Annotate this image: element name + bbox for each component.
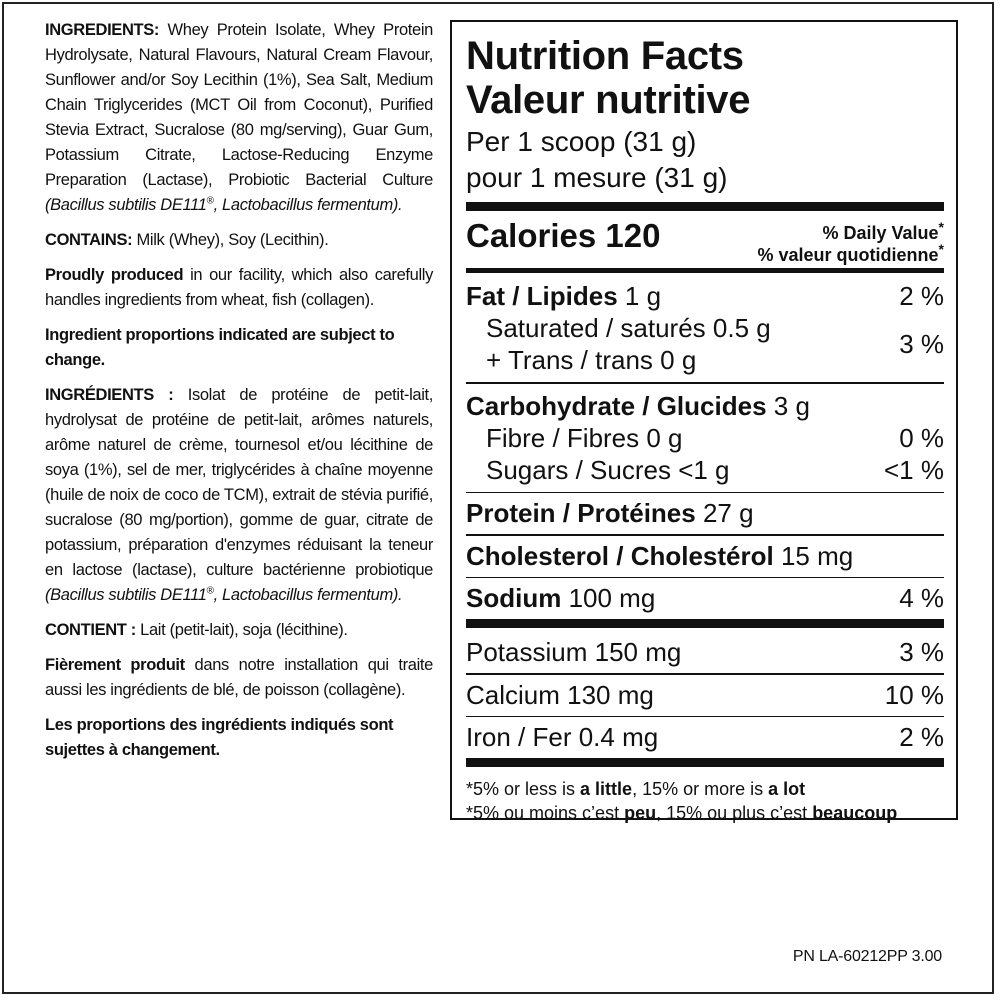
asterisk: *: [938, 219, 944, 235]
fat-percent: 2 %: [899, 281, 944, 311]
footnote-fr-bold: beaucoup: [812, 803, 898, 823]
potassium-percent: 3 %: [899, 637, 944, 667]
contains-fr-text: Lait (petit-lait), soja (lécithine).: [135, 621, 348, 639]
ingredients-fr-text: Isolat de protéine de petit-lait, hydrolysat de protéine de petit-lait, arômes naturels, arôme naturel de crème, tournesol et/ou lécithine de soya (1%), sel de mer, triglycérides à chaîne moyenne (huile de noix de coco de TCM), extrait de stévia purifié, sucralose (80 mg/portion), gomme de guar, citrate de potassium, préparation d'enzymes réduisant la teneur en lactose (lactase), culture bactérienne probiotique: [45, 386, 433, 579]
daily-value-header: [758, 216, 944, 266]
footnote-fr-bold: peu: [624, 803, 657, 823]
footnote-en: [466, 777, 944, 801]
nutrition-facts-table: [450, 20, 958, 823]
daily-value-en: % Daily Value: [822, 223, 939, 243]
fibre-row: [466, 422, 944, 454]
footnote-fr: [466, 801, 944, 825]
fat-row: [466, 280, 944, 312]
calories-row: [466, 211, 944, 268]
ingredients-fr-italic: (Bacillus subtilis DE111: [45, 586, 207, 604]
sodium-percent: 4 %: [899, 583, 944, 613]
carbohydrate-label: Carbohydrate / Glucides: [466, 390, 767, 421]
saturated-fat-label: Saturated / saturés 0.5 g: [486, 313, 771, 343]
divider-thick: [466, 619, 944, 628]
facility-en: [45, 263, 433, 313]
calcium-row: [466, 675, 944, 716]
subject-en-text: Ingredient proportions indicated are subject to change.: [45, 326, 395, 369]
calories-label: Calories 120: [466, 217, 661, 254]
cholesterol-row: [466, 536, 944, 577]
footnote-fr-text: *5% ou moins c’est: [466, 803, 625, 823]
carbohydrate-row: [466, 390, 944, 422]
serving-size-en: Per 1 scoop (31 g): [466, 126, 697, 157]
serving-size-fr: pour 1 mesure (31 g): [466, 162, 728, 193]
contains-en: [45, 228, 433, 253]
ingredients-fr-label: INGRÉDIENTS :: [45, 386, 174, 404]
cholesterol-amount: 15 mg: [773, 540, 854, 571]
nutrition-title-en: Nutrition Facts: [466, 34, 744, 78]
calcium-percent: 10 %: [884, 679, 944, 710]
fibre-label: Fibre / Fibres 0 g: [486, 422, 683, 453]
facility-en-bold: Proudly produced: [45, 266, 184, 284]
fibre-percent: 0 %: [899, 422, 944, 453]
ingredients-en-text: Whey Protein Isolate, Whey Protein Hydrolysate, Natural Flavours, Natural Cream Flavour, Sunflower and/or Soy Lecithin (1%), Sea Salt, Medium Chain Triglycerides (MCT Oil from Coconut), Purified Stevia Extract, Sucralose (80 mg/serving), Guar Gum, Potassium Citrate, Lactose-Reducing Enzyme Preparation (Lactase), Probiotic Bacterial Culture: [45, 21, 433, 189]
trans-fat-label: + Trans / trans 0 g: [486, 345, 697, 375]
ingredients-column: [45, 18, 433, 773]
footnote-fr-text: , 15% ou plus c’est: [656, 803, 813, 823]
protein-row: [466, 493, 944, 534]
sodium-label: Sodium: [466, 583, 562, 613]
saturated-trans-percent: 3 %: [899, 329, 944, 359]
ingredients-en-label: INGREDIENTS:: [45, 21, 160, 39]
part-number: PN LA-60212PP 3.00: [792, 948, 942, 965]
sugars-percent: <1 %: [884, 454, 944, 485]
protein-label: Protein / Protéines: [466, 498, 696, 528]
contains-en-text: Milk (Whey), Soy (Lecithin).: [132, 231, 329, 249]
fat-amount: 1 g: [617, 281, 662, 311]
sugars-row: [466, 454, 944, 486]
ingredients-en-italic-tail: , Lactobacillus fermentum).: [213, 196, 403, 214]
subject-fr: [45, 713, 433, 763]
subject-en: [45, 323, 433, 373]
sodium-amount: 100 mg: [561, 583, 656, 613]
contains-fr-label: CONTIENT :: [45, 621, 136, 639]
iron-row: [466, 717, 944, 758]
sodium-row: [466, 578, 944, 619]
facility-en-text: in our facility, which also carefully handles ingredients from wheat, fish (collagen).: [45, 266, 433, 309]
ingredients-fr: [45, 383, 433, 608]
ingredients-en-italic: (Bacillus subtilis DE111: [45, 196, 207, 214]
divider-thick: [466, 758, 944, 767]
iron-label: Iron / Fer 0.4 mg: [466, 722, 659, 752]
facility-fr-bold: Fièrement produit: [45, 656, 185, 674]
nutrition-title-fr: Valeur nutritive: [466, 78, 751, 122]
ingredients-fr-italic-tail: , Lactobacillus fermentum).: [213, 586, 403, 604]
subject-fr-text: Les proportions des ingrédients indiqués sont sujettes à changement.: [45, 716, 394, 759]
potassium-label: Potassium 150 mg: [466, 637, 682, 667]
footnote-en-text: *5% or less is: [466, 779, 581, 799]
carbohydrate-amount: 3 g: [766, 390, 810, 421]
divider-thick: [466, 202, 944, 211]
iron-percent: 2 %: [899, 722, 944, 752]
saturated-trans-group: [466, 312, 944, 376]
contains-fr: [45, 618, 433, 643]
sugars-label: Sugars / Sucres <1 g: [486, 454, 730, 485]
facility-fr-text: dans notre installation qui traite aussi les ingrédients de blé, de poisson (collagène).: [45, 656, 433, 699]
footnote: [466, 767, 944, 825]
registered-mark: ®: [206, 195, 214, 207]
registered-mark: ®: [206, 585, 214, 597]
contains-en-label: CONTAINS:: [45, 231, 133, 249]
ingredients-en: [45, 18, 433, 218]
daily-value-fr: % valeur quotidienne: [757, 245, 939, 265]
calcium-label: Calcium 130 mg: [466, 679, 654, 710]
footnote-en-bold: a lot: [768, 779, 806, 799]
footnote-en-bold: a little: [580, 779, 633, 799]
fat-block: [466, 273, 944, 382]
cholesterol-label: Cholesterol / Cholestérol: [466, 540, 774, 571]
protein-amount: 27 g: [695, 498, 754, 528]
carbohydrate-block: [466, 384, 944, 492]
asterisk: *: [938, 241, 944, 257]
facility-fr: [45, 653, 433, 703]
footnote-en-text: , 15% or more is: [632, 779, 769, 799]
potassium-row: [466, 628, 944, 673]
fat-label: Fat / Lipides: [466, 281, 618, 311]
